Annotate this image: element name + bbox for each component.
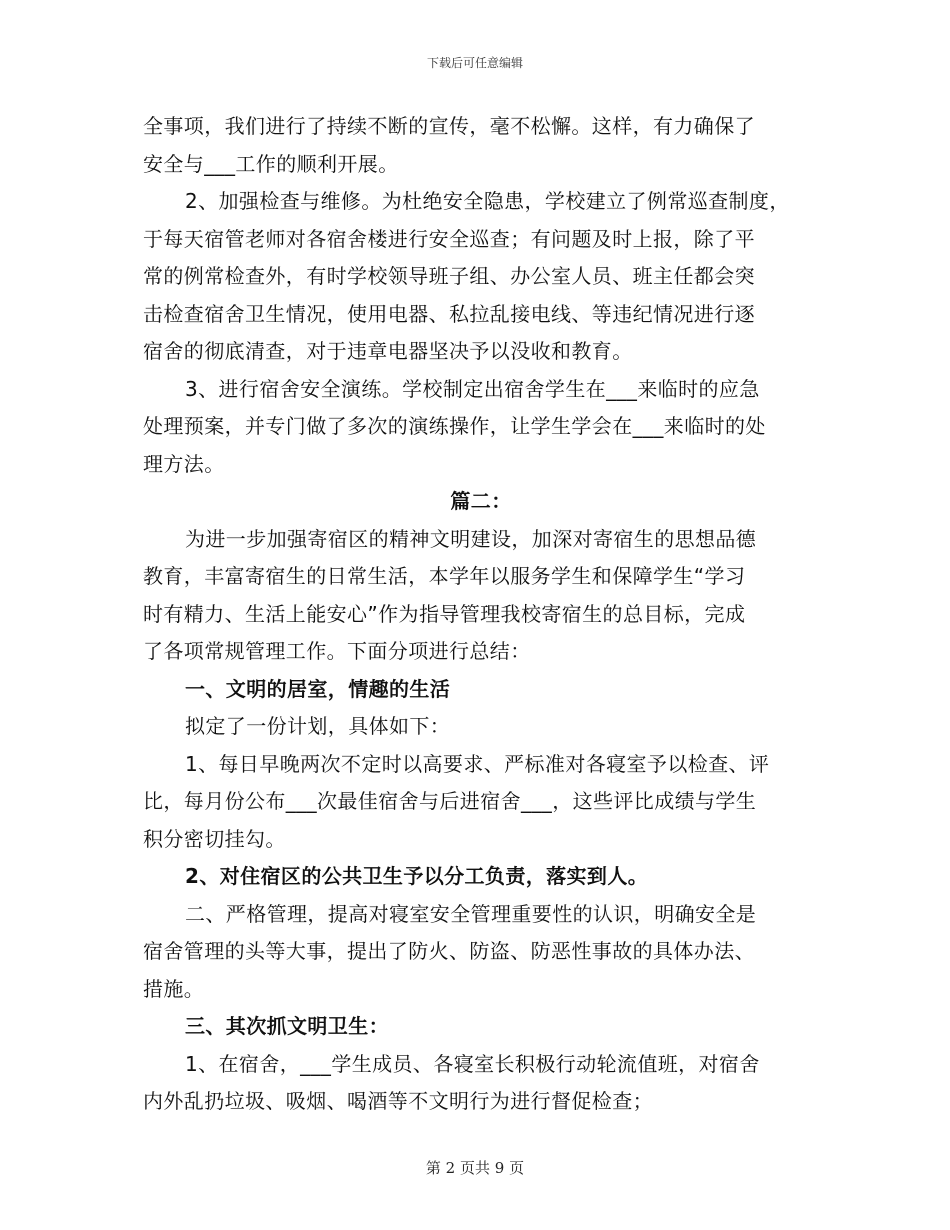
text-line: 常的例常检查外，有时学校领导班子组、办公室人员、班主任都会突 xyxy=(143,264,755,288)
section-heading: 一、文明的居室，情趣的生活 xyxy=(185,676,451,701)
page-number: 第 2 页共 9 页 xyxy=(425,1159,525,1177)
section-heading: 2、对住宿区的公共卫生予以分工负责，落实到人。 xyxy=(185,864,649,888)
text-line: 宿舍的彻底清查，对于违章电器坚决予以没收和教育。 xyxy=(143,339,633,363)
text-line: 措施。 xyxy=(143,976,205,1001)
text-line: 比，每月份公布___次最佳宿舍与后进宿舍___，这些评比成绩与学生 xyxy=(143,789,757,813)
text-line: 为进一步加强寄宿区的精神文明建设，加深对寄宿生的思想品德 xyxy=(185,526,757,551)
text-line: 1、在宿舍，___学生成员、各寝室长积极行动轮流值班，对宿舍 xyxy=(185,1051,760,1076)
text-line: 安全与___工作的顺利开展。 xyxy=(143,151,399,176)
text-line: 理方法。 xyxy=(143,451,225,476)
text-line: 内外乱扔垃圾、吸烟、喝酒等不文明行为进行督促检查； xyxy=(143,1089,653,1113)
section-heading: 三、其次抓文明卫生： xyxy=(185,1014,389,1038)
text-line: 处理预案，并专门做了多次的演练操作，让学生学会在___来临时的处 xyxy=(143,414,766,438)
text-line: 积分密切挂勾。 xyxy=(143,826,286,851)
text-line: 1、每日早晚两次不定时以高要求、严标准对各寝室予以检查、评 xyxy=(185,751,770,776)
text-line: 于每天宿管老师对各宿舍楼进行安全巡查；有问题及时上报，除了平 xyxy=(143,226,755,251)
text-line: 2、加强检查与维修。为杜绝安全隐患，学校建立了例常巡查制度， xyxy=(185,189,790,213)
text-line: 教育，丰富寄宿生的日常生活，本学年以服务学生和保障学生“学习 xyxy=(143,564,746,588)
text-line: 全事项，我们进行了持续不断的宣传，毫不松懈。这样，有力确保了 xyxy=(143,114,755,138)
text-line: 宿舍管理的头等大事，提出了防火、防盗、防恶性事故的具体办法、 xyxy=(143,939,755,963)
text-line: 时有精力、生活上能安心”作为指导管理我校寄宿生的总目标，完成 xyxy=(143,601,746,626)
text-line: 击检查宿舍卫生情况，使用电器、私拉乱接电线、等违纪情况进行逐 xyxy=(143,301,755,326)
text-line: 了各项常规管理工作。下面分项进行总结： xyxy=(143,639,531,663)
page-header: 下载后可任意编辑 xyxy=(426,56,523,70)
document-body xyxy=(143,108,819,1121)
text-line: 拟定了一份计划，具体如下： xyxy=(185,714,451,738)
text-line: 二、严格管理，提高对寝室安全管理重要性的认识，明确安全是 xyxy=(185,901,757,926)
section-title: 篇二： xyxy=(450,489,512,513)
text-line: 3、进行宿舍安全演练。学校制定出宿舍学生在___来临时的应急 xyxy=(185,376,760,401)
